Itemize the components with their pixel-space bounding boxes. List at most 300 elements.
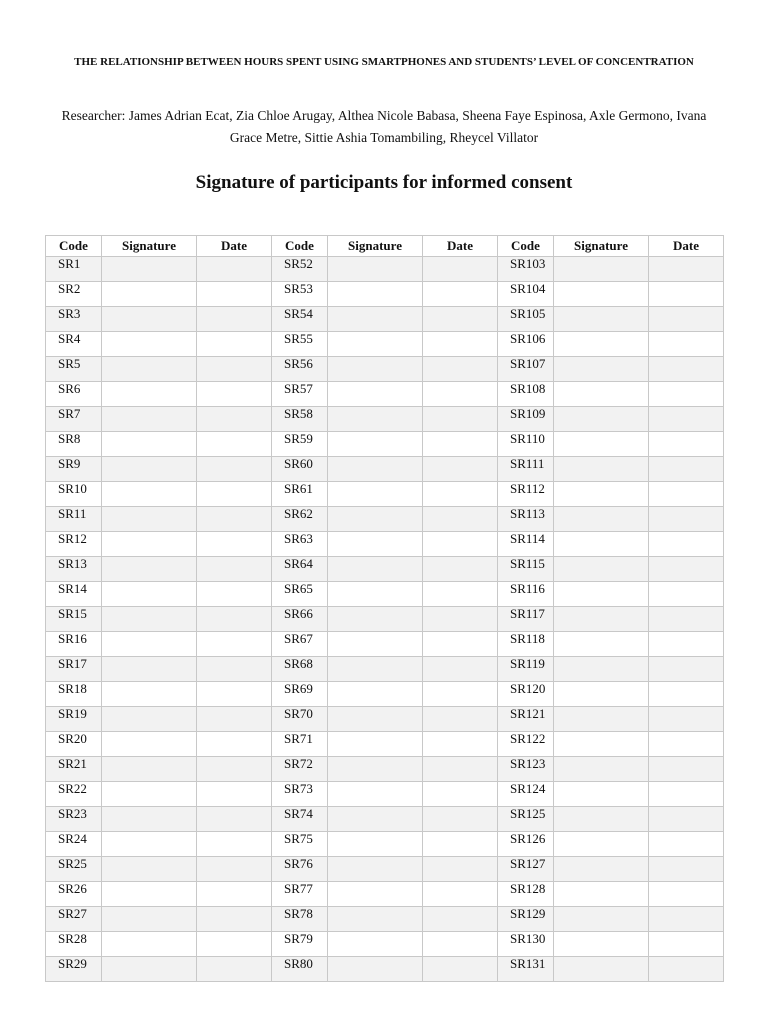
signature-field[interactable] — [554, 932, 649, 957]
form-title: Signature of participants for informed consent — [195, 172, 573, 193]
date-field[interactable] — [423, 632, 498, 657]
participant-code: SR121 — [498, 707, 554, 732]
consent-signature-table — [45, 235, 724, 982]
signature-field[interactable] — [102, 332, 197, 357]
participant-code: SR119 — [498, 657, 554, 682]
date-field[interactable] — [423, 707, 498, 732]
signature-field[interactable] — [554, 682, 649, 707]
participant-code: SR64 — [272, 557, 328, 582]
table-row — [46, 257, 724, 282]
signature-field[interactable] — [328, 932, 423, 957]
table-row — [46, 882, 724, 907]
date-field[interactable] — [423, 782, 498, 807]
signature-field[interactable] — [328, 332, 423, 357]
date-field[interactable] — [649, 907, 724, 932]
signature-field[interactable] — [554, 482, 649, 507]
signature-field[interactable] — [102, 482, 197, 507]
date-field[interactable] — [197, 432, 272, 457]
table-row — [46, 507, 724, 532]
signature-field[interactable] — [328, 632, 423, 657]
participant-code: SR118 — [498, 632, 554, 657]
signature-field[interactable] — [554, 507, 649, 532]
header-code-1: Code — [46, 236, 102, 257]
table-row — [46, 857, 724, 882]
table-row — [46, 382, 724, 407]
date-field[interactable] — [197, 607, 272, 632]
participant-code: SR67 — [272, 632, 328, 657]
signature-field[interactable] — [328, 507, 423, 532]
participant-code: SR117 — [498, 607, 554, 632]
participant-code: SR109 — [498, 407, 554, 432]
date-field[interactable] — [197, 632, 272, 657]
signature-field[interactable] — [102, 532, 197, 557]
participant-code: SR62 — [272, 507, 328, 532]
signature-field[interactable] — [102, 382, 197, 407]
date-field[interactable] — [649, 582, 724, 607]
date-field[interactable] — [197, 782, 272, 807]
date-field[interactable] — [649, 457, 724, 482]
table-row — [46, 582, 724, 607]
signature-field[interactable] — [102, 657, 197, 682]
header-date-1: Date — [197, 236, 272, 257]
participant-code: SR69 — [272, 682, 328, 707]
header-code-2: Code — [272, 236, 328, 257]
signature-field[interactable] — [554, 357, 649, 382]
signature-field[interactable] — [328, 907, 423, 932]
signature-field[interactable] — [554, 532, 649, 557]
participant-code: SR17 — [46, 657, 102, 682]
participant-code: SR4 — [46, 332, 102, 357]
date-field[interactable] — [197, 457, 272, 482]
signature-field[interactable] — [102, 407, 197, 432]
participant-code: SR57 — [272, 382, 328, 407]
table-row — [46, 282, 724, 307]
participant-code: SR124 — [498, 782, 554, 807]
date-field[interactable] — [197, 757, 272, 782]
participant-code: SR120 — [498, 682, 554, 707]
date-field[interactable] — [197, 482, 272, 507]
participant-code: SR75 — [272, 832, 328, 857]
table-row — [46, 657, 724, 682]
signature-field[interactable] — [554, 607, 649, 632]
date-field[interactable] — [197, 882, 272, 907]
date-field[interactable] — [649, 707, 724, 732]
signature-field[interactable] — [554, 257, 649, 282]
date-field[interactable] — [649, 532, 724, 557]
date-field[interactable] — [423, 357, 498, 382]
date-field[interactable] — [649, 357, 724, 382]
table-row — [46, 907, 724, 932]
header-signature-2: Signature — [328, 236, 423, 257]
signature-field[interactable] — [328, 407, 423, 432]
header-signature-1: Signature — [102, 236, 197, 257]
date-field[interactable] — [649, 507, 724, 532]
participant-code: SR58 — [272, 407, 328, 432]
participant-code: SR5 — [46, 357, 102, 382]
participant-code: SR59 — [272, 432, 328, 457]
date-field[interactable] — [423, 857, 498, 882]
participant-code: SR25 — [46, 857, 102, 882]
table-row — [46, 832, 724, 857]
date-field[interactable] — [197, 832, 272, 857]
date-field[interactable] — [649, 257, 724, 282]
signature-field[interactable] — [328, 757, 423, 782]
table-row — [46, 607, 724, 632]
signature-field[interactable] — [102, 357, 197, 382]
signature-field[interactable] — [554, 657, 649, 682]
signature-field[interactable] — [554, 832, 649, 857]
date-field[interactable] — [649, 307, 724, 332]
participant-code: SR79 — [272, 932, 328, 957]
participant-code: SR115 — [498, 557, 554, 582]
table-row — [46, 307, 724, 332]
participant-code: SR14 — [46, 582, 102, 607]
participant-code: SR128 — [498, 882, 554, 907]
date-field[interactable] — [197, 707, 272, 732]
date-field[interactable] — [649, 282, 724, 307]
participant-code: SR105 — [498, 307, 554, 332]
signature-field[interactable] — [102, 632, 197, 657]
date-field[interactable] — [423, 407, 498, 432]
signature-field[interactable] — [102, 957, 197, 982]
date-field[interactable] — [649, 482, 724, 507]
date-field[interactable] — [649, 332, 724, 357]
participant-code: SR123 — [498, 757, 554, 782]
signature-field[interactable] — [554, 732, 649, 757]
signature-field[interactable] — [554, 957, 649, 982]
table-row — [46, 682, 724, 707]
signature-field[interactable] — [328, 432, 423, 457]
table-row — [46, 782, 724, 807]
participant-code: SR56 — [272, 357, 328, 382]
signature-field[interactable] — [102, 782, 197, 807]
table-row — [46, 557, 724, 582]
date-field[interactable] — [649, 657, 724, 682]
date-field[interactable] — [423, 532, 498, 557]
date-field[interactable] — [649, 757, 724, 782]
signature-field[interactable] — [328, 357, 423, 382]
signature-field[interactable] — [554, 307, 649, 332]
date-field[interactable] — [423, 957, 498, 982]
date-field[interactable] — [423, 432, 498, 457]
date-field[interactable] — [423, 732, 498, 757]
signature-field[interactable] — [554, 707, 649, 732]
signature-field[interactable] — [554, 282, 649, 307]
date-field[interactable] — [649, 807, 724, 832]
participant-code: SR127 — [498, 857, 554, 882]
signature-field[interactable] — [554, 557, 649, 582]
signature-field[interactable] — [102, 582, 197, 607]
date-field[interactable] — [649, 957, 724, 982]
date-field[interactable] — [423, 557, 498, 582]
participant-code: SR125 — [498, 807, 554, 832]
table-row — [46, 532, 724, 557]
study-title: THE RELATIONSHIP BETWEEN HOURS SPENT USING SMARTPHONES AND STUDENTS’ LEVEL OF CONCENTRATION — [74, 56, 694, 68]
date-field[interactable] — [649, 832, 724, 857]
date-field[interactable] — [197, 957, 272, 982]
participant-code: SR16 — [46, 632, 102, 657]
table-row — [46, 482, 724, 507]
participant-code: SR13 — [46, 557, 102, 582]
signature-field[interactable] — [102, 857, 197, 882]
participant-code: SR74 — [272, 807, 328, 832]
date-field[interactable] — [423, 282, 498, 307]
researcher-list: Researcher: James Adrian Ecat, Zia Chloe Arugay, Althea Nicole Babasa, Sheena Faye Espinosa, Axle Germono, Ivana Grace Metre, Sittie Ashia Tomambiling, Rheycel Villator — [61, 108, 707, 145]
date-field[interactable] — [423, 932, 498, 957]
table-header-row — [46, 236, 724, 257]
header-signature-3: Signature — [554, 236, 649, 257]
signature-field[interactable] — [102, 807, 197, 832]
date-field[interactable] — [197, 932, 272, 957]
signature-field[interactable] — [102, 757, 197, 782]
participant-code: SR65 — [272, 582, 328, 607]
signature-field[interactable] — [554, 582, 649, 607]
participant-code: SR24 — [46, 832, 102, 857]
date-field[interactable] — [197, 857, 272, 882]
signature-field[interactable] — [328, 657, 423, 682]
participant-code: SR27 — [46, 907, 102, 932]
date-field[interactable] — [423, 832, 498, 857]
participant-code: SR110 — [498, 432, 554, 457]
participant-code: SR122 — [498, 732, 554, 757]
date-field[interactable] — [197, 557, 272, 582]
date-field[interactable] — [197, 732, 272, 757]
signature-field[interactable] — [102, 707, 197, 732]
signature-field[interactable] — [554, 457, 649, 482]
signature-field[interactable] — [328, 682, 423, 707]
table-body — [46, 257, 724, 982]
signature-field[interactable] — [328, 282, 423, 307]
signature-field[interactable] — [554, 782, 649, 807]
signature-field[interactable] — [554, 907, 649, 932]
signature-field[interactable] — [328, 457, 423, 482]
table-row — [46, 732, 724, 757]
date-field[interactable] — [649, 407, 724, 432]
date-field[interactable] — [197, 282, 272, 307]
participant-code: SR53 — [272, 282, 328, 307]
date-field[interactable] — [423, 257, 498, 282]
date-field[interactable] — [649, 607, 724, 632]
date-field[interactable] — [649, 382, 724, 407]
date-field[interactable] — [423, 882, 498, 907]
participant-code: SR130 — [498, 932, 554, 957]
date-field[interactable] — [649, 782, 724, 807]
signature-field[interactable] — [102, 932, 197, 957]
signature-field[interactable] — [328, 707, 423, 732]
date-field[interactable] — [197, 307, 272, 332]
participant-code: SR9 — [46, 457, 102, 482]
date-field[interactable] — [197, 507, 272, 532]
signature-field[interactable] — [102, 732, 197, 757]
signature-field[interactable] — [328, 582, 423, 607]
date-field[interactable] — [197, 532, 272, 557]
table-row — [46, 932, 724, 957]
date-field[interactable] — [423, 507, 498, 532]
participant-code: SR12 — [46, 532, 102, 557]
date-field[interactable] — [649, 682, 724, 707]
signature-field[interactable] — [554, 332, 649, 357]
signature-field[interactable] — [554, 382, 649, 407]
participant-code: SR76 — [272, 857, 328, 882]
participant-code: SR111 — [498, 457, 554, 482]
participant-code: SR103 — [498, 257, 554, 282]
date-field[interactable] — [649, 432, 724, 457]
signature-field[interactable] — [554, 432, 649, 457]
participant-code: SR10 — [46, 482, 102, 507]
date-field[interactable] — [649, 882, 724, 907]
signature-field[interactable] — [102, 457, 197, 482]
date-field[interactable] — [423, 382, 498, 407]
signature-field[interactable] — [554, 407, 649, 432]
signature-field[interactable] — [554, 807, 649, 832]
participant-code: SR61 — [272, 482, 328, 507]
signature-field[interactable] — [328, 832, 423, 857]
signature-field[interactable] — [102, 282, 197, 307]
table-row — [46, 357, 724, 382]
participant-code: SR3 — [46, 307, 102, 332]
participant-code: SR6 — [46, 382, 102, 407]
signature-field[interactable] — [328, 257, 423, 282]
participant-code: SR18 — [46, 682, 102, 707]
table-row — [46, 632, 724, 657]
date-field[interactable] — [197, 582, 272, 607]
date-field[interactable] — [649, 857, 724, 882]
participant-code: SR104 — [498, 282, 554, 307]
participant-code: SR66 — [272, 607, 328, 632]
date-field[interactable] — [423, 582, 498, 607]
date-field[interactable] — [197, 257, 272, 282]
participant-code: SR8 — [46, 432, 102, 457]
participant-code: SR116 — [498, 582, 554, 607]
signature-field[interactable] — [328, 857, 423, 882]
participant-code: SR63 — [272, 532, 328, 557]
participant-code: SR60 — [272, 457, 328, 482]
signature-field[interactable] — [102, 907, 197, 932]
participant-code: SR1 — [46, 257, 102, 282]
participant-code: SR21 — [46, 757, 102, 782]
signature-field[interactable] — [102, 832, 197, 857]
signature-field[interactable] — [102, 682, 197, 707]
participant-code: SR52 — [272, 257, 328, 282]
signature-field[interactable] — [328, 732, 423, 757]
table-row — [46, 757, 724, 782]
signature-field[interactable] — [554, 632, 649, 657]
participant-code: SR114 — [498, 532, 554, 557]
participant-code: SR71 — [272, 732, 328, 757]
signature-field[interactable] — [328, 782, 423, 807]
date-field[interactable] — [423, 682, 498, 707]
date-field[interactable] — [423, 807, 498, 832]
table-row — [46, 707, 724, 732]
signature-field[interactable] — [328, 307, 423, 332]
date-field[interactable] — [423, 607, 498, 632]
participant-code: SR112 — [498, 482, 554, 507]
signature-field[interactable] — [328, 807, 423, 832]
participant-code: SR55 — [272, 332, 328, 357]
table-row — [46, 407, 724, 432]
signature-field[interactable] — [102, 607, 197, 632]
signature-field[interactable] — [328, 607, 423, 632]
participant-code: SR113 — [498, 507, 554, 532]
date-field[interactable] — [423, 482, 498, 507]
participant-code: SR78 — [272, 907, 328, 932]
participant-code: SR70 — [272, 707, 328, 732]
date-field[interactable] — [197, 657, 272, 682]
participant-code: SR7 — [46, 407, 102, 432]
participant-code: SR107 — [498, 357, 554, 382]
participant-code: SR73 — [272, 782, 328, 807]
signature-field[interactable] — [328, 482, 423, 507]
signature-field[interactable] — [328, 557, 423, 582]
date-field[interactable] — [423, 332, 498, 357]
signature-field[interactable] — [102, 882, 197, 907]
table-row — [46, 457, 724, 482]
date-field[interactable] — [649, 932, 724, 957]
signature-field[interactable] — [554, 757, 649, 782]
participant-code: SR2 — [46, 282, 102, 307]
date-field[interactable] — [197, 407, 272, 432]
signature-field[interactable] — [102, 257, 197, 282]
table-row — [46, 432, 724, 457]
signature-field[interactable] — [102, 432, 197, 457]
date-field[interactable] — [197, 332, 272, 357]
signature-field[interactable] — [102, 557, 197, 582]
header-date-3: Date — [649, 236, 724, 257]
signature-field[interactable] — [102, 507, 197, 532]
date-field[interactable] — [423, 757, 498, 782]
participant-code: SR28 — [46, 932, 102, 957]
participant-code: SR11 — [46, 507, 102, 532]
signature-field[interactable] — [554, 857, 649, 882]
participant-code: SR131 — [498, 957, 554, 982]
participant-code: SR77 — [272, 882, 328, 907]
date-field[interactable] — [649, 557, 724, 582]
signature-field[interactable] — [328, 882, 423, 907]
signature-field[interactable] — [328, 382, 423, 407]
participant-code: SR23 — [46, 807, 102, 832]
participant-code: SR15 — [46, 607, 102, 632]
signature-field[interactable] — [328, 957, 423, 982]
header-date-2: Date — [423, 236, 498, 257]
table-row — [46, 332, 724, 357]
table-row — [46, 957, 724, 982]
participant-code: SR80 — [272, 957, 328, 982]
participant-code: SR72 — [272, 757, 328, 782]
participant-code: SR26 — [46, 882, 102, 907]
table-row — [46, 807, 724, 832]
date-field[interactable] — [197, 907, 272, 932]
date-field[interactable] — [197, 357, 272, 382]
date-field[interactable] — [423, 307, 498, 332]
participant-code: SR22 — [46, 782, 102, 807]
date-field[interactable] — [423, 907, 498, 932]
date-field[interactable] — [197, 382, 272, 407]
date-field[interactable] — [423, 457, 498, 482]
participant-code: SR126 — [498, 832, 554, 857]
signature-field[interactable] — [554, 882, 649, 907]
signature-field[interactable] — [102, 307, 197, 332]
date-field[interactable] — [649, 732, 724, 757]
date-field[interactable] — [649, 632, 724, 657]
header-code-3: Code — [498, 236, 554, 257]
participant-code: SR129 — [498, 907, 554, 932]
date-field[interactable] — [197, 682, 272, 707]
date-field[interactable] — [197, 807, 272, 832]
date-field[interactable] — [423, 657, 498, 682]
participant-code: SR54 — [272, 307, 328, 332]
participant-code: SR29 — [46, 957, 102, 982]
signature-field[interactable] — [328, 532, 423, 557]
